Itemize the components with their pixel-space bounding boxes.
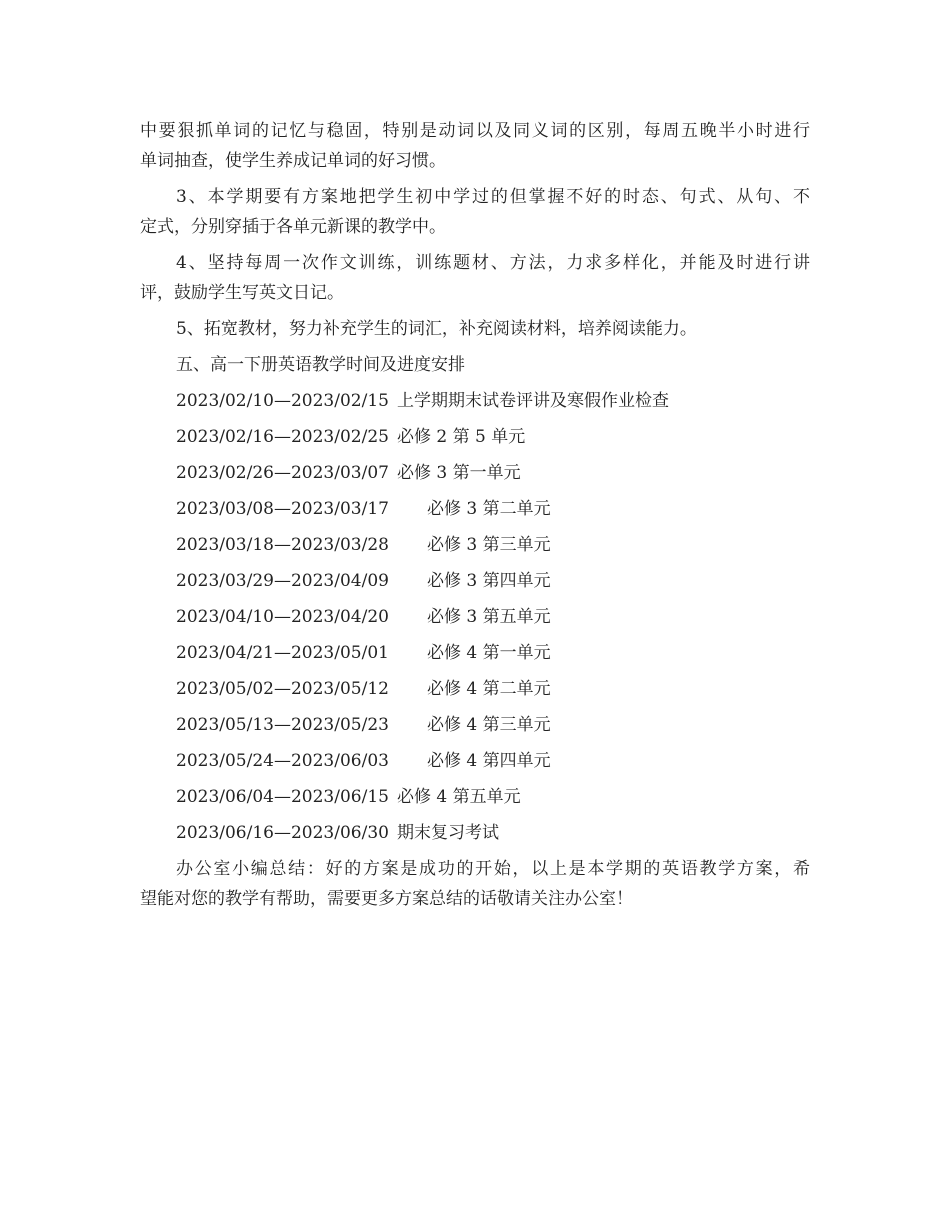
- schedule-range: 2023/02/16—2023/02/25: [176, 427, 389, 447]
- schedule-item: [140, 638, 810, 674]
- point-4-paragraph: [140, 248, 810, 308]
- schedule-task: 必修 3 第二单元: [426, 499, 551, 519]
- point-5-line-1: 5、拓宽教材，努力补充学生的词汇，补充阅读材料，培养阅读能力。: [176, 319, 697, 339]
- schedule-range: 2023/03/08—2023/03/17: [176, 499, 389, 519]
- schedule-task: 必修 4 第四单元: [426, 751, 551, 771]
- schedule-range: 2023/04/10—2023/04/20: [176, 607, 389, 627]
- schedule-range: 2023/06/04—2023/06/15: [176, 787, 389, 807]
- schedule-range: 2023/05/13—2023/05/23: [176, 715, 389, 735]
- point-5-paragraph: [140, 314, 810, 344]
- schedule-range: 2023/03/18—2023/03/28: [176, 535, 389, 555]
- schedule-range: 2023/02/26—2023/03/07: [176, 463, 389, 483]
- schedule-range: 2023/06/16—2023/06/30: [176, 823, 389, 843]
- schedule-item: [140, 674, 810, 710]
- schedule-item: [140, 494, 810, 530]
- schedule-task: 必修 4 第五单元: [396, 787, 521, 807]
- schedule-range: 2023/02/10—2023/02/15: [176, 391, 389, 411]
- schedule-task: 必修 3 第五单元: [426, 607, 551, 627]
- schedule-range: 2023/04/21—2023/05/01: [176, 643, 389, 663]
- document-body: [140, 116, 810, 920]
- section-heading: 五、高一下册英语教学时间及进度安排: [176, 355, 465, 375]
- schedule-list: [140, 386, 810, 854]
- point-3-line-1: 3、本学期要有方案地把学生初中学过的但掌握不好的时态、句式、从句、不: [176, 187, 810, 207]
- intro-paragraph: [140, 116, 810, 176]
- point-4-line-1: 4、坚持每周一次作文训练，训练题材、方法，力求多样化，并能及时进行讲: [176, 253, 810, 273]
- schedule-task: 必修 3 第一单元: [396, 463, 521, 483]
- intro-line-1: 中要狠抓单词的记忆与稳固，特别是动词以及同义词的区别，每周五晚半小时进行: [140, 121, 810, 141]
- schedule-item: [140, 782, 810, 818]
- schedule-range: 2023/05/24—2023/06/03: [176, 751, 389, 771]
- schedule-item: [140, 602, 810, 638]
- schedule-item: [140, 458, 810, 494]
- schedule-range: 2023/05/02—2023/05/12: [176, 679, 389, 699]
- schedule-task: 期末复习考试: [396, 823, 499, 843]
- schedule-task: 必修 3 第四单元: [426, 571, 551, 591]
- schedule-task: 必修 4 第三单元: [426, 715, 551, 735]
- schedule-item: [140, 746, 810, 782]
- point-3-paragraph: [140, 182, 810, 242]
- schedule-task: 必修 4 第一单元: [426, 643, 551, 663]
- schedule-item: [140, 386, 810, 422]
- summary-line-2: 望能对您的教学有帮助，需要更多方案总结的话敬请关注办公室！: [140, 889, 633, 909]
- schedule-task: 必修 4 第二单元: [426, 679, 551, 699]
- schedule-task: 上学期期末试卷评讲及寒假作业检查: [396, 391, 669, 411]
- intro-line-2: 单词抽查，使学生养成记单词的好习惯。: [140, 151, 446, 171]
- point-4-line-2: 评，鼓励学生写英文日记。: [140, 283, 344, 303]
- schedule-item: [140, 710, 810, 746]
- point-3-line-2: 定式，分别穿插于各单元新课的教学中。: [140, 217, 446, 237]
- schedule-task: 必修 3 第三单元: [426, 535, 551, 555]
- schedule-item: [140, 530, 810, 566]
- schedule-item: [140, 818, 810, 854]
- schedule-item: [140, 566, 810, 602]
- summary-line-1: 办公室小编总结：好的方案是成功的开始，以上是本学期的英语教学方案，希: [176, 859, 810, 879]
- summary-paragraph: [140, 854, 810, 914]
- schedule-range: 2023/03/29—2023/04/09: [176, 571, 389, 591]
- schedule-task: 必修 2 第 5 单元: [396, 427, 526, 447]
- schedule-item: [140, 422, 810, 458]
